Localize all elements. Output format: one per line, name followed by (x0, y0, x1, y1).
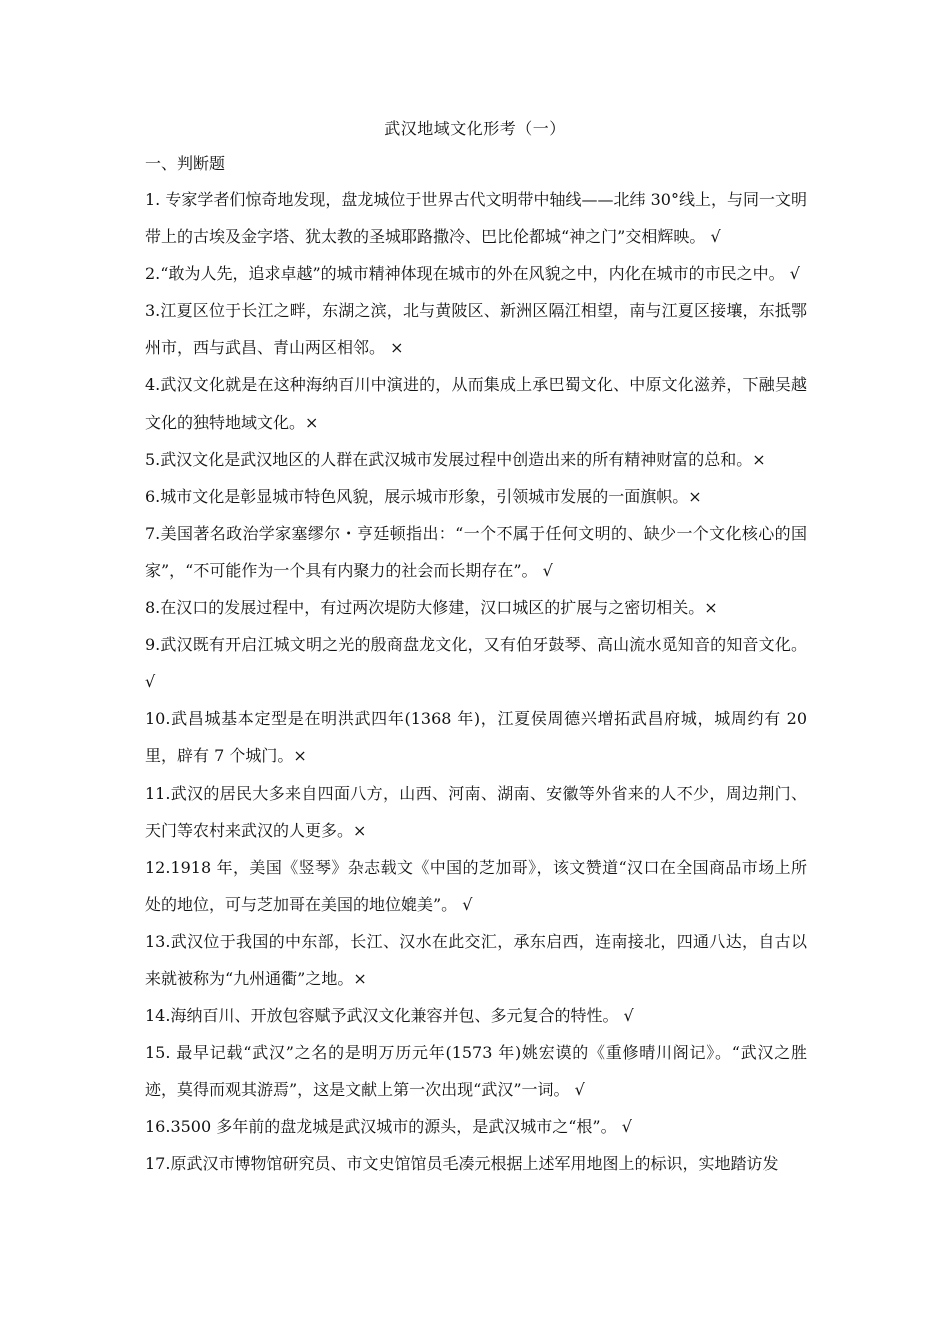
document-title: 武汉地域文化形考（一） (384, 119, 566, 138)
question-item: 17.原武汉市博物馆研究员、市文史馆馆员毛凑元根据上述军用地图上的标识，实地踏访发 (145, 1154, 779, 1174)
question-item: 3.江夏区位于长江之畔，东湖之滨，北与黄陂区、新洲区隔江相望，南与江夏区接壤，东抵鄂州市，西与武昌、青山两区相邻。 × (145, 301, 807, 358)
question-item: 11.武汉的居民大多来自四面八方，山西、河南、湖南、安徽等外省来的人不少，周边荆门、天门等农村来武汉的人更多。× (145, 783, 807, 840)
question-item: 8.在汉口的发展过程中，有过两次堤防大修建，汉口城区的扩展与之密切相关。× (145, 598, 718, 618)
question-item: 9.武汉既有开启江城文明之光的殷商盘龙文化，又有伯牙鼓琴、高山流水觅知音的知音文化。 √ (145, 635, 807, 692)
question-item: 13.武汉位于我国的中东部，长江、汉水在此交汇，承东启西，连南接北，四通八达，自古以来就被称为“九州通衢”之地。× (145, 931, 807, 988)
question-list (145, 181, 807, 1183)
question-item: 7.美国著名政治学家塞缪尔・亨廷顿指出：“一个不属于任何文明的、缺少一个文化核心的国家”，“不可能作为一个具有内聚力的社会而长期存在”。 √ (145, 523, 807, 580)
question-item: 2.“敢为人先，追求卓越”的城市精神体现在城市的外在风貌之中，内化在城市的市民之中。 √ (145, 264, 800, 284)
question-item: 15. 最早记载“武汉”之名的是明万历元年(1573 年)姚宏谟的《重修晴川阁记》。“武汉之胜迹，莫得而观其游焉”，这是文献上第一次出现“武汉”一词。 √ (145, 1043, 807, 1100)
question-item: 4.武汉文化就是在这种海纳百川中演进的，从而集成上承巴蜀文化、中原文化滋养，下融吴越文化的独特地域文化。× (145, 375, 807, 432)
question-item: 10.武昌城基本定型是在明洪武四年(1368 年)，江夏侯周德兴增拓武昌府城，城周约有 20 里，辟有 7 个城门。× (145, 709, 807, 766)
question-item: 12.1918 年，美国《竖琴》杂志载文《中国的芝加哥》，该文赞道“汉口在全国商品市场上所处的地位，可与芝加哥在美国的地位媲美”。 √ (145, 857, 807, 914)
question-item: 5.武汉文化是武汉地区的人群在武汉城市发展过程中创造出来的所有精神财富的总和。× (145, 449, 766, 469)
question-item: 6.城市文化是彰显城市特色风貌，展示城市形象，引领城市发展的一面旗帜。× (145, 486, 702, 506)
question-item: 1. 专家学者们惊奇地发现，盘龙城位于世界古代文明带中轴线——北纬 30°线上，与同一文明带上的古埃及金字塔、犹太教的圣城耶路撒冷、巴比伦都城“神之门”交相辉映。 √ (145, 190, 807, 247)
section-heading: 一、判断题 (145, 154, 226, 173)
question-item: 16.3500 多年前的盘龙城是武汉城市的源头，是武汉城市之“根”。 √ (145, 1117, 632, 1137)
question-item: 14.海纳百川、开放包容赋予武汉文化兼容并包、多元复合的特性。 √ (145, 1006, 634, 1026)
